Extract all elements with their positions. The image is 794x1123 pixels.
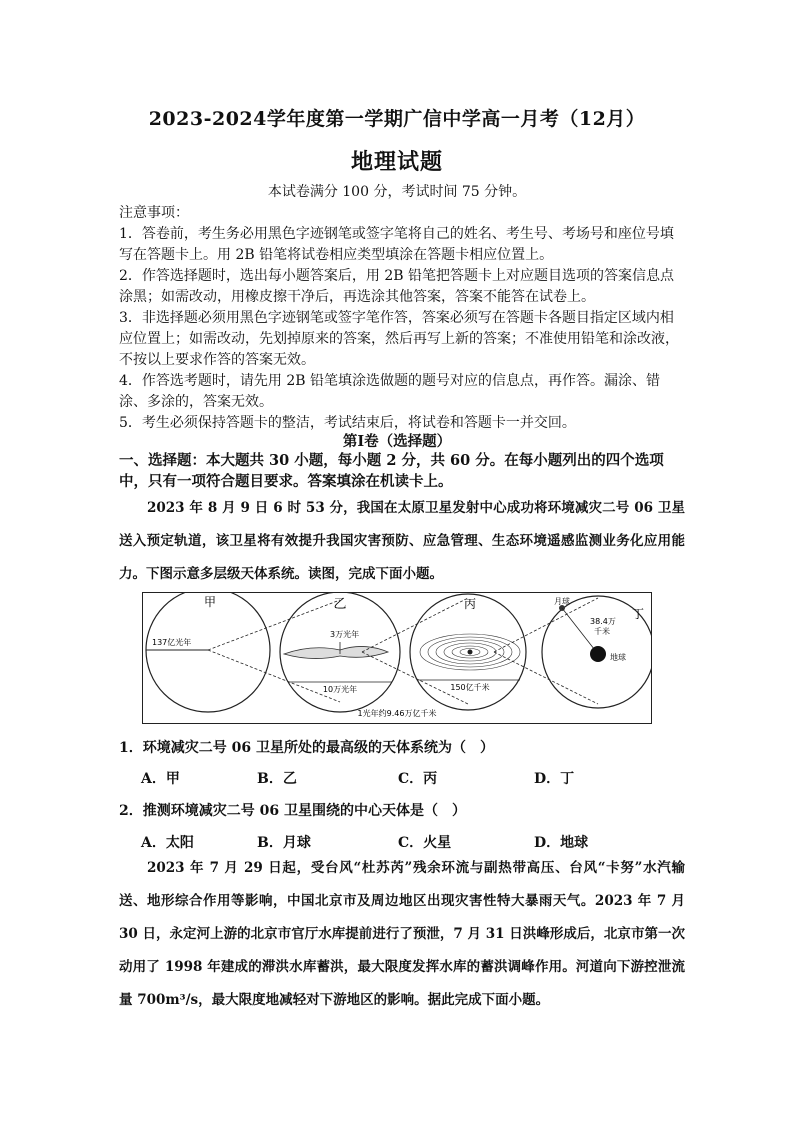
label-moon: 月球	[554, 597, 570, 606]
notes-heading: 注意事项：	[119, 205, 189, 221]
option-d: D．丁	[534, 771, 575, 787]
figure-frame	[143, 593, 652, 724]
label-150-km: 150亿千米	[450, 683, 490, 692]
label-3w-light-years: 3万光年	[330, 630, 360, 639]
label-137-light-years: 137亿光年	[152, 638, 192, 647]
option-a: A．太阳	[141, 835, 194, 851]
label-bing: 丙	[463, 597, 477, 611]
question-2: 2．推测环境减灾二号 06 卫星围绕的中心天体是（ ）	[119, 803, 466, 819]
label-384-line1: 38.4万	[590, 617, 616, 626]
earth-ball	[590, 646, 606, 662]
section-title: 第Ⅰ卷（选择题）	[342, 433, 452, 450]
figure-caption: 1光年约9.46万亿千米	[357, 709, 437, 718]
section-instructions: 一、选择题：本大题共 30 小题，每小题 2 分，共 60 分。在每小题列出的四个选项中，只有一项符合题目要求。答案填涂在机读卡上。	[119, 452, 664, 490]
option-b: B．月球	[257, 835, 311, 851]
note-item: 3．非选择题必须用黑色字迹钢笔或签字笔作答，答案必须写在答题卡各题目指定区域内相应位置上；如需改动，先划掉原来的答案，然后再写上新的答案；不准使用铅笔和涂改液，不按以上要求作答的答案无效。	[119, 310, 679, 368]
passage-satellite: 2023 年 8 月 9 日 6 时 53 分，我国在太原卫星发射中心成功将环境减灾二号 06 卫星送入预定轨道，该卫星将有效提升我国灾害预防、应急管理、生态环境遥感监测业务化应用能力。下图示意多层级天体系统。读图，完成下面小题。	[119, 500, 685, 582]
notes-section	[119, 203, 685, 434]
label-jia: 甲	[203, 595, 217, 609]
sun-dot	[468, 650, 473, 655]
note-item: 5．考生必须保持答题卡的整洁，考试结束后，将试卷和答题卡一并交回。	[119, 415, 576, 431]
exam-title: 2023-2024学年度第一学期广信中学高一月考（12月）	[148, 108, 646, 130]
note-item: 2．作答选择题时，选出每小题答案后，用 2B 铅笔把答题卡上对应题目选项的答案信息点涂黑；如需改动，用橡皮擦干净后，再选涂其他答案，答案不能答在试卷上。	[119, 268, 675, 305]
option-b: B．乙	[257, 771, 297, 787]
label-earth: 地球	[610, 653, 626, 662]
label-yi: 乙	[333, 597, 347, 612]
note-item: 1．答卷前，考生务必用黑色字迹钢笔或签字笔将自己的姓名、考生号、考场号和座位号填写在答题卡上。用 2B 铅笔将试卷相应类型填涂在答题卡相应位置上。	[119, 226, 674, 263]
celestial-system-figure	[142, 592, 652, 724]
option-c: C．丙	[398, 771, 438, 787]
question-1: 1．环境减灾二号 06 卫星所处的最高级的天体系统为（ ）	[119, 740, 494, 756]
label-ding: 丁	[632, 607, 645, 621]
subject-title: 地理试题	[350, 149, 443, 175]
passage-flood: 2023 年 7 月 29 日起，受台风“杜苏芮”残余环流与副热带高压、台风“卡努”水汽输送、地形综合作用等影响，中国北京市及周边地区出现灾害性特大暴雨天气。2023 年 7 月 30 日，永定河上游的北京市官厅水库提前进行了预泄，7 月 31 日洪峰形成后，北京市第一次动用了 1998 年建成的滞洪水库蓄洪，最大限度发挥水库的蓄洪调峰作用。河道向下游控泄流量 700m³/s，最大限度地减轻对下游地区的影响。据此完成下面小题。	[119, 860, 685, 1008]
label-384-line2: 千米	[594, 627, 610, 636]
option-d: D．地球	[534, 835, 589, 851]
label-10w-light-years: 10万光年	[322, 685, 358, 694]
option-c: C．火星	[398, 835, 452, 851]
note-item: 4．作答选考题时，请先用 2B 铅笔填涂选做题的题号对应的信息点，再作答。漏涂、错涂、多涂的，答案无效。	[119, 373, 661, 410]
exam-info: 本试卷满分 100 分，考试时间 75 分钟。	[267, 184, 527, 200]
option-a: A．甲	[141, 771, 180, 787]
